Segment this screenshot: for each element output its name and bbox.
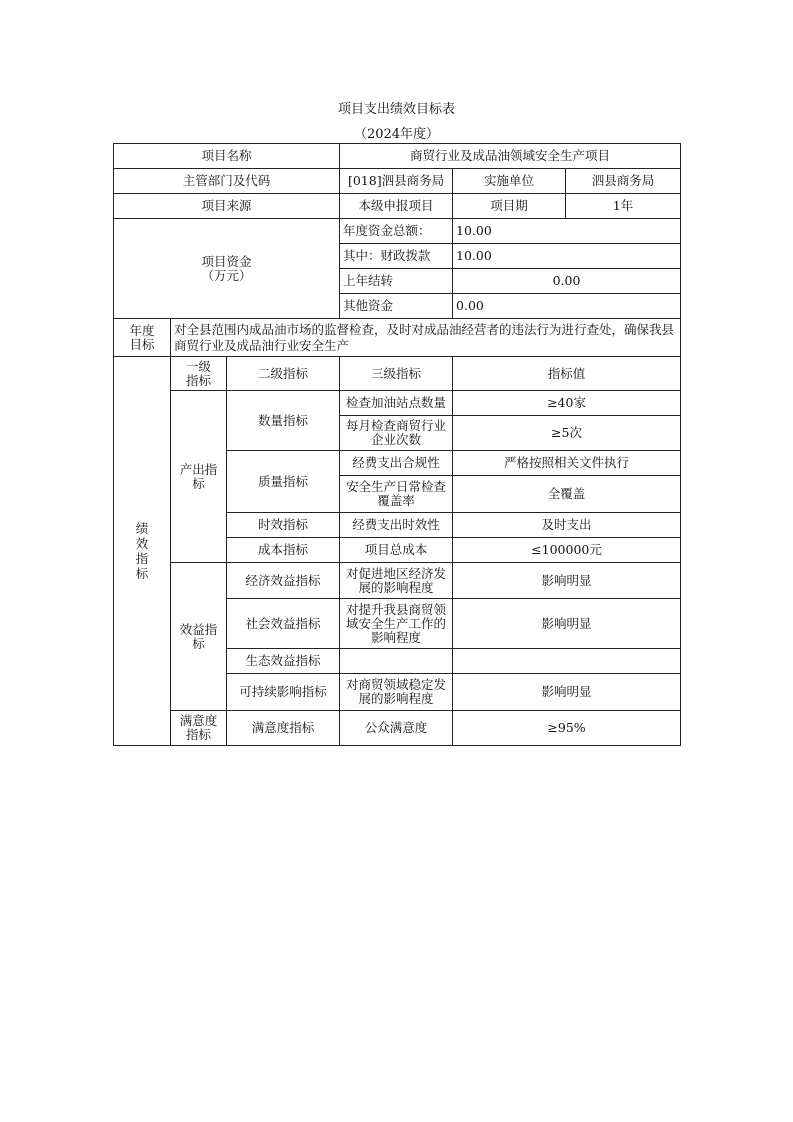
indicator-eco-value xyxy=(453,649,681,674)
indicator-timely: 时效指标 xyxy=(227,513,340,538)
indicator-c1-name: 项目总成本 xyxy=(340,538,453,563)
category-benefit xyxy=(171,563,227,711)
label-performance-vertical xyxy=(114,521,170,581)
value-period: 1年 xyxy=(566,194,681,219)
indicator-eco: 生态效益指标 xyxy=(227,649,340,674)
indicator-q2-value: ≥5次 xyxy=(453,416,681,451)
category-output-line2: 标 xyxy=(192,475,205,491)
indicator-ql1-name: 经费支出合规性 xyxy=(340,451,453,476)
indicator-ql2-value: 全覆盖 xyxy=(453,476,681,513)
label-funds-line1: 项目资金 xyxy=(201,253,252,269)
indicator-t1-value: 及时支出 xyxy=(453,513,681,538)
indicator-sa1-value: ≥95% xyxy=(453,711,681,746)
indicator-ql1-value: 严格按照相关文件执行 xyxy=(453,451,681,476)
label-source: 项目来源 xyxy=(114,194,340,219)
page-title: 项目支出绩效目标表 xyxy=(337,102,455,117)
indicator-econ: 经济效益指标 xyxy=(227,563,340,599)
value-dept: [018]泗县商务局 xyxy=(340,169,453,194)
label-annual-goal-line2: 目标 xyxy=(129,336,155,352)
label-impl-unit: 实施单位 xyxy=(453,169,566,194)
value-impl-unit: 泗县商务局 xyxy=(566,169,681,194)
category-output-line1: 产出指 xyxy=(179,461,218,477)
value-source: 本级申报项目 xyxy=(340,194,453,219)
indicator-e1-name: 对促进地区经济发展的影响程度 xyxy=(340,563,453,599)
indicator-su1-value: 影响明显 xyxy=(453,674,681,711)
indicator-q2-name: 每月检查商贸行业企业次数 xyxy=(340,416,453,451)
label-perf-text: 绩效指标 xyxy=(135,521,149,581)
label-fiscal: 其中：财政拨款 xyxy=(340,244,453,269)
label-other-funds: 其他资金 xyxy=(340,294,453,319)
performance-goal-table xyxy=(113,143,681,746)
indicator-e1-value: 影响明显 xyxy=(453,563,681,599)
value-carryover: 0.00 xyxy=(453,269,681,294)
indicator-s1-name: 对提升我县商贸领域安全生产工作的影响程度 xyxy=(340,599,453,649)
label-performance-indicators xyxy=(114,357,171,746)
label-funds-line2: （万元） xyxy=(201,267,252,283)
category-benefit-line2: 标 xyxy=(192,635,205,651)
indicator-ql2-name: 安全生产日常检查覆盖率 xyxy=(340,476,453,513)
label-annual-goal xyxy=(114,319,171,357)
value-annual-goal: 对全县范围内成品油市场的监督检查，及时对成品油经营者的违法行为进行查处，确保我县商贸行业及成品油行业安全生产 xyxy=(171,319,681,357)
header-level3: 三级指标 xyxy=(340,357,453,391)
header-value: 指标值 xyxy=(453,357,681,391)
indicator-c1-value: ≤100000元 xyxy=(453,538,681,563)
label-funds xyxy=(114,219,340,319)
category-benefit-line1: 效益指 xyxy=(179,621,218,637)
indicator-sa1-name: 公众满意度 xyxy=(340,711,453,746)
indicator-quantity: 数量指标 xyxy=(227,391,340,451)
indicator-su1-name: 对商贸领域稳定发展的影响程度 xyxy=(340,674,453,711)
header-level1-line1: 一级 xyxy=(185,358,211,374)
category-satisfaction xyxy=(171,711,227,746)
category-output xyxy=(171,391,227,563)
label-annual-goal-line1: 年度 xyxy=(129,322,155,338)
indicator-q1-value: ≥40家 xyxy=(453,391,681,416)
indicator-social: 社会效益指标 xyxy=(227,599,340,649)
value-total-funds: 10.00 xyxy=(453,219,681,244)
label-dept: 主管部门及代码 xyxy=(114,169,340,194)
value-fiscal: 10.00 xyxy=(453,244,681,269)
indicator-s1-value: 影响明显 xyxy=(453,599,681,649)
indicator-q1-name: 检查加油站点数量 xyxy=(340,391,453,416)
label-carryover: 上年结转 xyxy=(340,269,453,294)
label-period: 项目期 xyxy=(453,194,566,219)
indicator-t1-name: 经费支出时效性 xyxy=(340,513,453,538)
header-level1-line2: 指标 xyxy=(185,372,211,388)
indicator-sustain: 可持续影响指标 xyxy=(227,674,340,711)
category-satisfaction-line2: 指标 xyxy=(185,727,211,742)
header-level1 xyxy=(171,357,227,391)
value-other-funds: 0.00 xyxy=(453,294,681,319)
indicator-satis: 满意度指标 xyxy=(227,711,340,746)
category-satisfaction-line1: 满意度 xyxy=(179,713,218,728)
indicator-cost: 成本指标 xyxy=(227,538,340,563)
page-subtitle-year: （2024年度） xyxy=(353,127,440,142)
indicator-eco-name xyxy=(340,649,453,674)
indicator-quality: 质量指标 xyxy=(227,451,340,513)
label-total-funds: 年度资金总额： xyxy=(340,219,453,244)
label-project-name: 项目名称 xyxy=(114,144,340,169)
header-level2: 二级指标 xyxy=(227,357,340,391)
value-project-name: 商贸行业及成品油领域安全生产项目 xyxy=(340,144,681,169)
